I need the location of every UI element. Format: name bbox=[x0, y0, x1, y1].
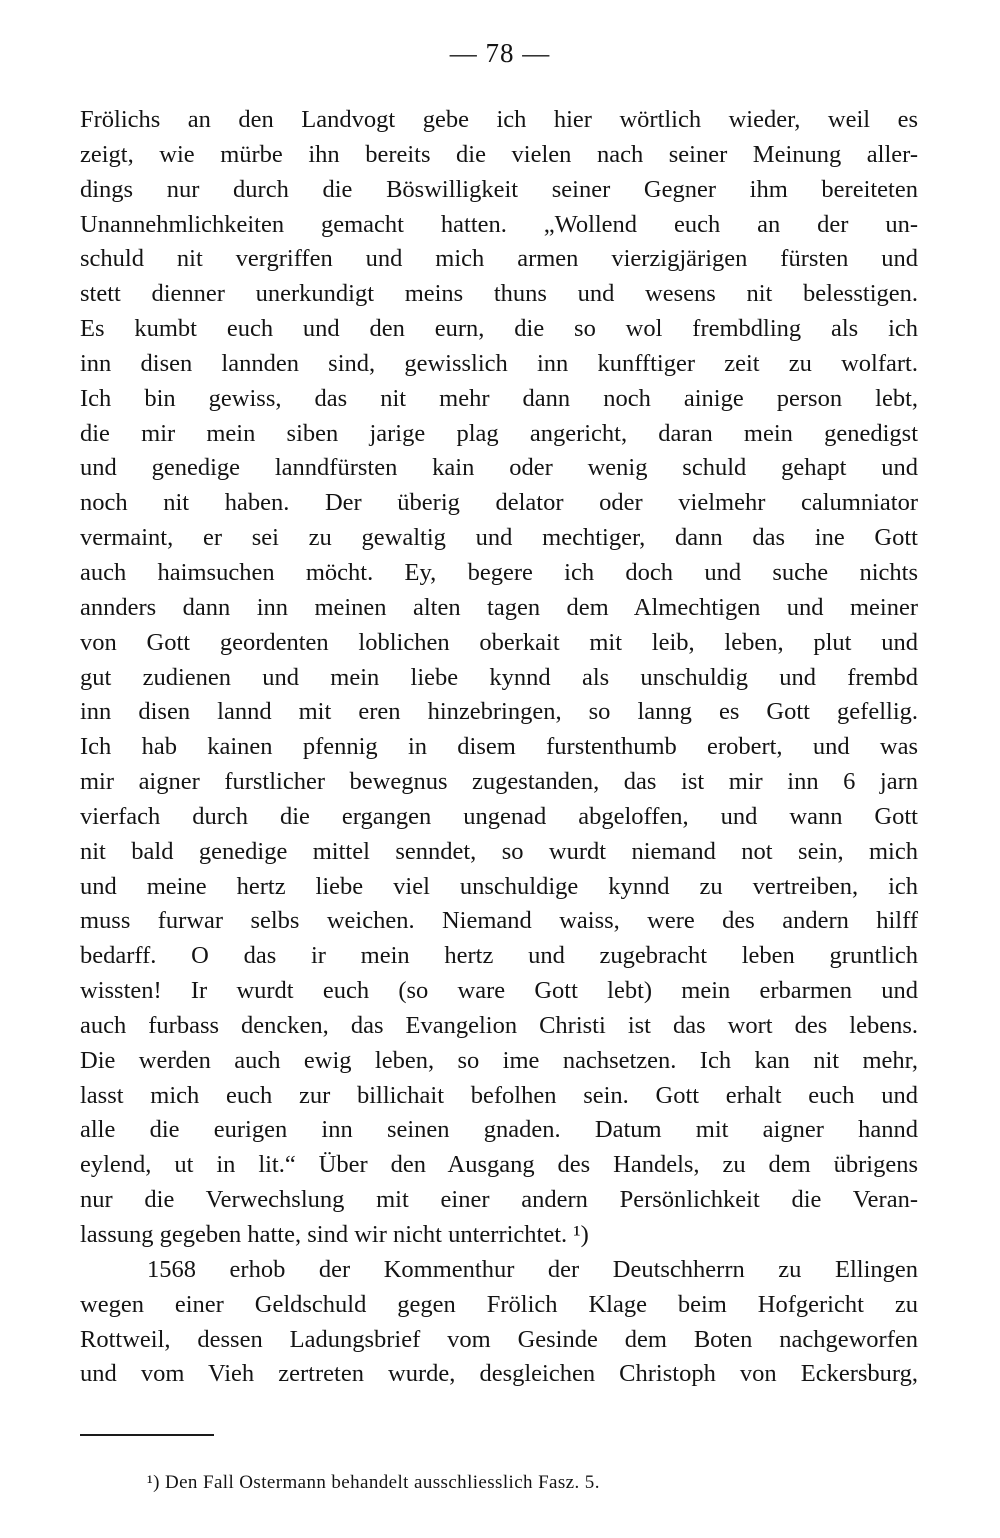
text-line: noch nit haben. Der überig delator oder vielmehr calumniator bbox=[80, 489, 918, 517]
text-line: nur die Verwechslung mit einer andern Persönlichkeit die Veran- bbox=[80, 1186, 918, 1214]
text-line: mir aigner furstlicher bewegnus zugestanden, das ist mir inn 6 jarn bbox=[80, 768, 918, 796]
body-text bbox=[80, 103, 918, 1392]
paragraph-start-line: 1568 erhob der Kommenthur der Deutschherrn zu Ellingen bbox=[147, 1255, 918, 1283]
text-line: die mir mein siben jarige plag angericht, daran mein genedigst bbox=[80, 419, 918, 447]
text-line: von Gott geordenten loblichen oberkait mit leib, leben, plut und bbox=[80, 628, 918, 656]
text-line: und vom Vieh zertreten wurde, desgleichen Christoph von Eckersburg, bbox=[80, 1360, 918, 1388]
text-line: vermaint, er sei zu gewaltig und mechtiger, dann das ine Gott bbox=[80, 524, 918, 552]
paragraph-end-line: lassung gegeben hatte, sind wir nicht unterrichtet. ¹) bbox=[80, 1221, 589, 1248]
text-line: inn disen lannden sind, gewisslich inn kunfftiger zeit zu wolfart. bbox=[80, 349, 918, 377]
text-line: stett dienner unerkundigt meins thuns und wesens nit belesstigen. bbox=[80, 280, 918, 308]
text-line: muss furwar selbs weichen. Niemand waiss, were des andern hilff bbox=[80, 907, 918, 935]
text-line: eylend, ut in lit.“ Über den Ausgang des Handels, zu dem übrigens bbox=[80, 1151, 918, 1179]
text-line: inn disen lannd mit eren hinzebringen, so lanng es Gott gefellig. bbox=[80, 698, 918, 726]
text-line: bedarff. O das ir mein hertz und zugebracht leben gruntlich bbox=[80, 942, 918, 970]
text-line: Ich hab kainen pfennig in disem furstenthumb erobert, und was bbox=[80, 733, 918, 761]
text-line: Die werden auch ewig leben, so ime nachsetzen. Ich kan nit mehr, bbox=[80, 1046, 918, 1074]
text-line: Rottweil, dessen Ladungsbrief vom Gesinde dem Boten nachgeworfen bbox=[80, 1325, 918, 1353]
text-line: Ich bin gewiss, das nit mehr dann noch ainige person lebt, bbox=[80, 384, 918, 412]
text-line: dings nur durch die Böswilligkeit seiner Gegner ihm bereiteten bbox=[80, 175, 918, 203]
text-line: vierfach durch die ergangen ungenad abgeloffen, und wann Gott bbox=[80, 802, 918, 830]
text-line: und genedige lanndfürsten kain oder wenig schuld gehapt und bbox=[80, 454, 918, 482]
text-line: auch haimsuchen möcht. Ey, begere ich doch und suche nichts bbox=[80, 558, 918, 586]
text-line: annders dann inn meinen alten tagen dem Almechtigen und meiner bbox=[80, 593, 918, 621]
text-line: nit bald genedige mittel senndet, so wurdt niemand not sein, mich bbox=[80, 837, 918, 865]
text-line: Frölichs an den Landvogt gebe ich hier wörtlich wieder, weil es bbox=[80, 106, 918, 133]
text-line: auch furbass dencken, das Evangelion Christi ist das wort des lebens. bbox=[80, 1011, 918, 1039]
text-line: und meine hertz liebe viel unschuldige kynnd zu vertreiben, ich bbox=[80, 872, 918, 900]
text-line: Unannehmlichkeiten gemacht hatten. „Wollend euch an der un- bbox=[80, 210, 918, 238]
text-line: alle die eurigen inn seinen gnaden. Datum mit aigner hannd bbox=[80, 1116, 918, 1144]
text-line: lasst mich euch zur billichait befolhen sein. Gott erhalt euch und bbox=[80, 1081, 918, 1109]
page-number: — 78 — bbox=[449, 38, 551, 68]
text-line: Es kumbt euch und den eurn, die so wol frembdling als ich bbox=[80, 315, 918, 343]
text-line: wissten! Ir wurdt euch (so ware Gott lebt) mein erbarmen und bbox=[80, 977, 918, 1005]
text-line: zeigt, wie mürbe ihn bereits die vielen nach seiner Meinung aller- bbox=[80, 140, 918, 168]
text-line: gut zudienen und mein liebe kynnd als unschuldig und frembd bbox=[80, 663, 918, 691]
text-line: schuld nit vergriffen und mich armen vierzigjärigen fürsten und bbox=[80, 245, 918, 273]
footnote: ¹) Den Fall Ostermann behandelt ausschliesslich Fasz. 5. bbox=[147, 1472, 600, 1493]
text-line: wegen einer Geldschuld gegen Frölich Klage beim Hofgericht zu bbox=[80, 1290, 918, 1318]
footnote-divider bbox=[80, 1434, 214, 1436]
